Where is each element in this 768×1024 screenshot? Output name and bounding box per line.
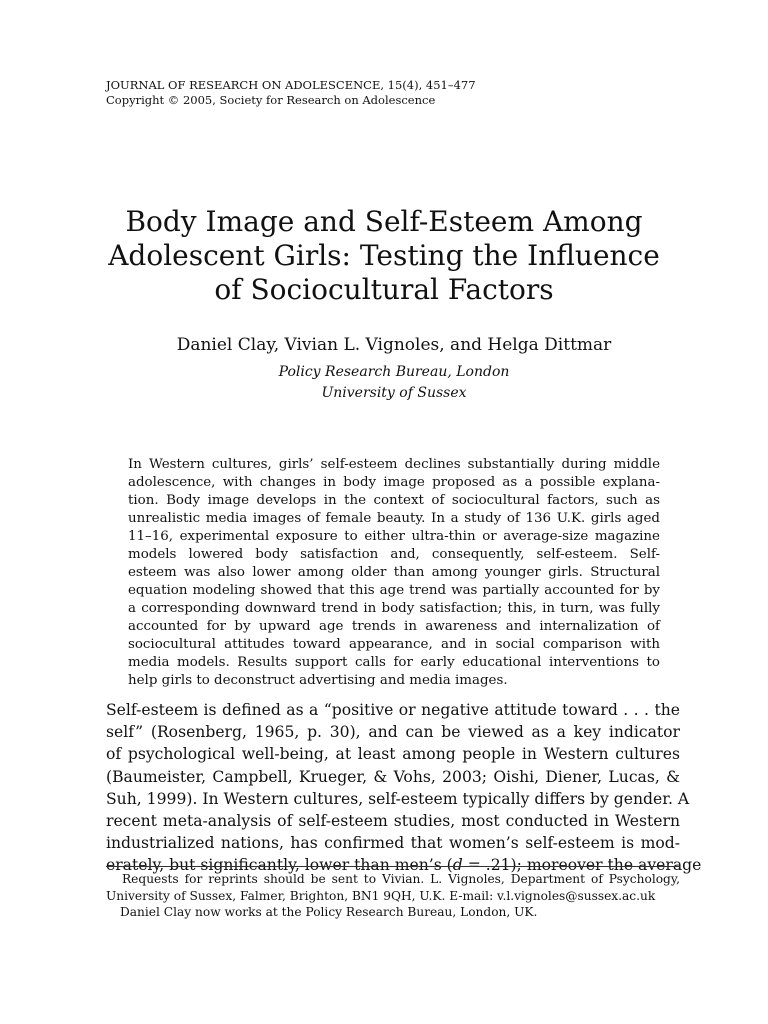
body-line: recent meta-analysis of self-esteem studies, most conducted in Western: [106, 811, 680, 830]
body-line: (Baumeister, Campbell, Krueger, & Vohs, 2003; Oishi, Diener, Lucas, &: [106, 767, 680, 786]
abstract: [128, 456, 660, 690]
abstract-line: 11–16, experimental exposure to either ultra-thin or average-size magazine: [128, 529, 660, 544]
abstract-line: unrealistic media images of female beauty. In a study of 136 U.K. girls aged: [128, 511, 660, 526]
abstract-line: media models. Results support calls for early educational interventions to: [128, 655, 660, 670]
abstract-line: adolescence, with changes in body image proposed as a possible explana-: [128, 475, 660, 490]
reprint-request-line: Requests for reprints should be sent to Vivian. L. Vignoles, Department of Psychology,: [122, 872, 680, 886]
abstract-line: tion. Body image develops in the context of sociocultural factors, such as: [128, 493, 660, 508]
copyright-notice: Copyright © 2005, Society for Research on Adolescence: [106, 93, 436, 107]
body-text-segment: erately, but significantly, lower than men’s (: [106, 856, 453, 875]
title-line: of Sociocultural Factors: [214, 273, 554, 306]
abstract-line: help girls to deconstruct advertising and media images.: [128, 673, 508, 688]
abstract-line: In Western cultures, girls’ self-esteem declines substantially during middle: [128, 457, 660, 472]
article-title: [0, 205, 768, 307]
affiliations: [0, 362, 768, 404]
abstract-line: models lowered body satisfaction and, consequently, self-esteem. Self-: [128, 547, 660, 562]
abstract-line: accounted for by upward age trends in awareness and internalization of: [128, 619, 660, 634]
affiliation: University of Sussex: [321, 385, 467, 401]
footnotes: [106, 871, 680, 921]
affiliation: Policy Research Bureau, London: [278, 364, 510, 380]
body-line: of psychological well-being, at least among people in Western cultures: [106, 745, 680, 764]
journal-citation: JOURNAL OF RESEARCH ON ADOLESCENCE, 15(4), 451–477: [106, 78, 476, 92]
body-line: industrialized nations, has confirmed that women’s self-esteem is mod-: [106, 834, 680, 853]
body-line: self” (Rosenberg, 1965, p. 30), and can be viewed as a key indicator: [106, 723, 680, 742]
title-line: Body Image and Self-Esteem Among: [125, 205, 643, 238]
reprint-request-line: University of Sussex, Falmer, Brighton, BN1 9QH, U.K. E-mail: v.l.vignoles@sussex.ac.uk: [106, 888, 656, 903]
journal-header: [106, 78, 476, 108]
footnote-divider: [106, 866, 680, 867]
body-line: Suh, 1999). In Western cultures, self-esteem typically differs by gender. A: [106, 789, 690, 808]
body-text-segment: = .21); moreover the average: [462, 856, 702, 875]
abstract-line: esteem was also lower among older than among younger girls. Structural: [128, 565, 660, 580]
title-line: Adolescent Girls: Testing the Influence: [108, 239, 660, 272]
body-line: Self-esteem is defined as a “positive or negative attitude toward . . . the: [106, 701, 680, 719]
abstract-line: equation modeling showed that this age trend was partially accounted for by: [128, 583, 660, 598]
abstract-line: sociocultural attitudes toward appearance, and in social comparison with: [128, 637, 660, 652]
author-list: Daniel Clay, Vivian L. Vignoles, and Helga Dittmar: [176, 335, 612, 355]
effect-size-symbol: d: [452, 856, 463, 875]
abstract-line: a corresponding downward trend in body satisfaction; this, in turn, was fully: [128, 601, 660, 616]
author-note: Daniel Clay now works at the Policy Research Bureau, London, UK.: [120, 905, 538, 919]
body-paragraph: [106, 699, 702, 877]
